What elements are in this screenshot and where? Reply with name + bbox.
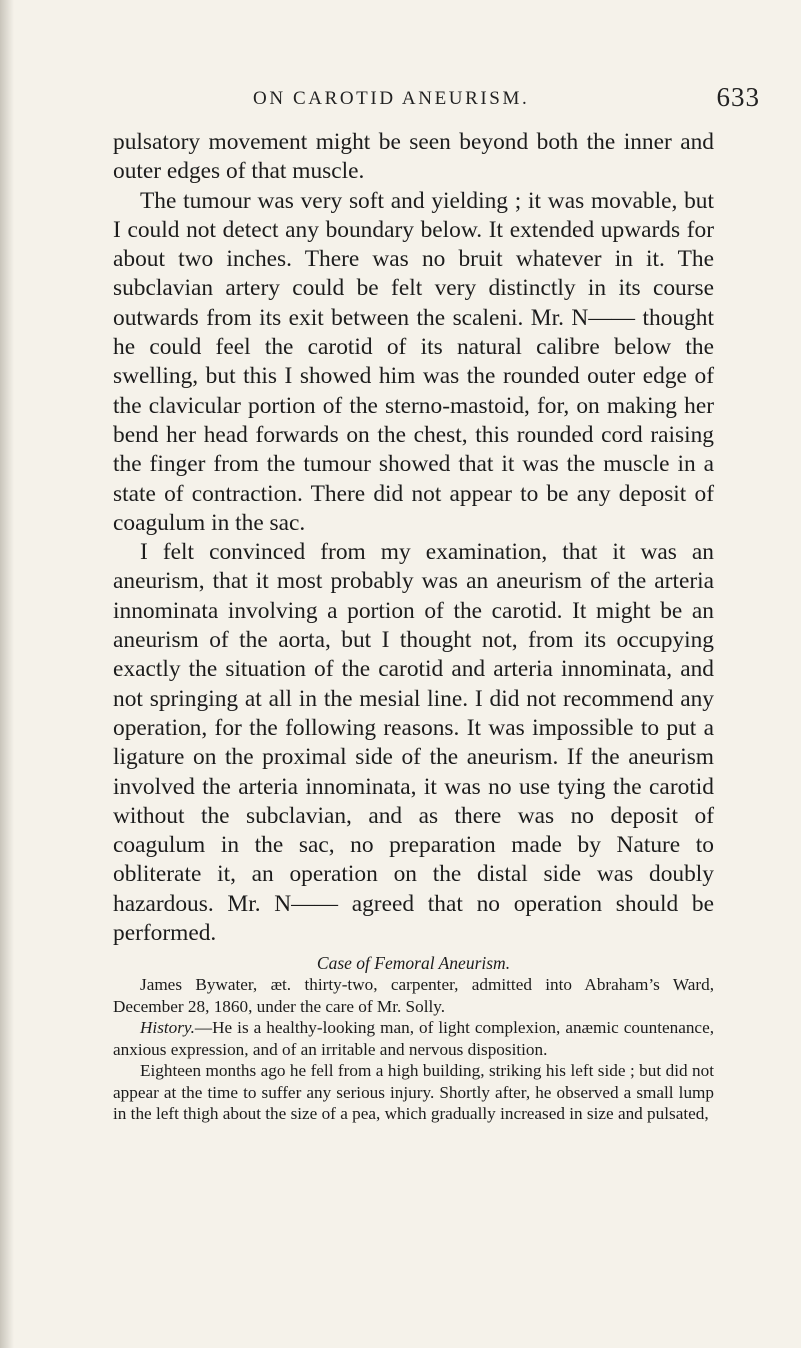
paragraph-diagnosis: I felt convinced from my examination, that it was an aneurism, that it most probably was an aneurism of the arteria innominata involving a portion of the carotid. It might be an aneurism of the aorta, but I thought not, from its occupying exactly the situation of the carotid and arteria innominata, and not springing at all in the mesial line. I did not recommend any operation, for the following reasons. It was impossible to put a ligature on the proximal side of the aneurism. If the aneurism involved the arteria innominata, it was no use tying the carotid without the subclavian, and as there was no deposit of coagulum in the sac, no preparation made by Nature to obliterate it, an operation on the distal side was doubly hazardous. Mr. N—— agreed that no operation should be performed. <box>113 539 714 947</box>
paragraph-continuation: pulsatory movement might be seen beyond both the inner and outer edges of that muscle. <box>113 129 714 185</box>
page-gutter-shadow <box>0 0 14 1348</box>
history-label: History. <box>140 1018 195 1038</box>
case-heading: Case of Femoral Aneurism. <box>316 953 511 974</box>
paragraph-tumour-description: The tumour was very soft and yielding ; it was movable, but I could not detect any boundary below. It extended upwards for about two inches. There was no bruit whatever in it. The subclavian artery could be felt very distinctly in its course outwards from its exit between the scaleni. Mr. N—— thought he could feel the carotid of its natural calibre below the swelling, but this I showed him was the rounded outer edge of the clavicular portion of the sterno-mastoid, for, on making her bend her head forwards on the chest, this rounded cord raising the finger from the tumour showed that it was the muscle in a state of contraction. There did not appear to be any deposit of coagulum in the sac. <box>113 187 714 536</box>
case-intro: James Bywater, æt. thirty-two, carpenter, admitted into Abraham’s Ward, December 28, 1860, under the care of Mr. Solly. <box>113 975 714 1016</box>
history-text: —He is a healthy-looking man, of light complexion, anæmic countenance, anxious expression, and of an irritable and nervous disposition. <box>113 1018 714 1059</box>
running-title: ON CAROTID ANEURISM. <box>253 88 530 109</box>
body-text <box>113 128 714 1125</box>
running-head <box>108 82 760 118</box>
case-history <box>113 1017 714 1060</box>
case-narrative: Eighteen months ago he fell from a high building, striking his left side ; but did not appear at the time to suffer any serious injury. Shortly after, he observed a small lump in the left thigh about the size of a pea, which gradually increased in size and pulsated, <box>113 1061 714 1124</box>
page-number: 633 <box>716 82 760 112</box>
